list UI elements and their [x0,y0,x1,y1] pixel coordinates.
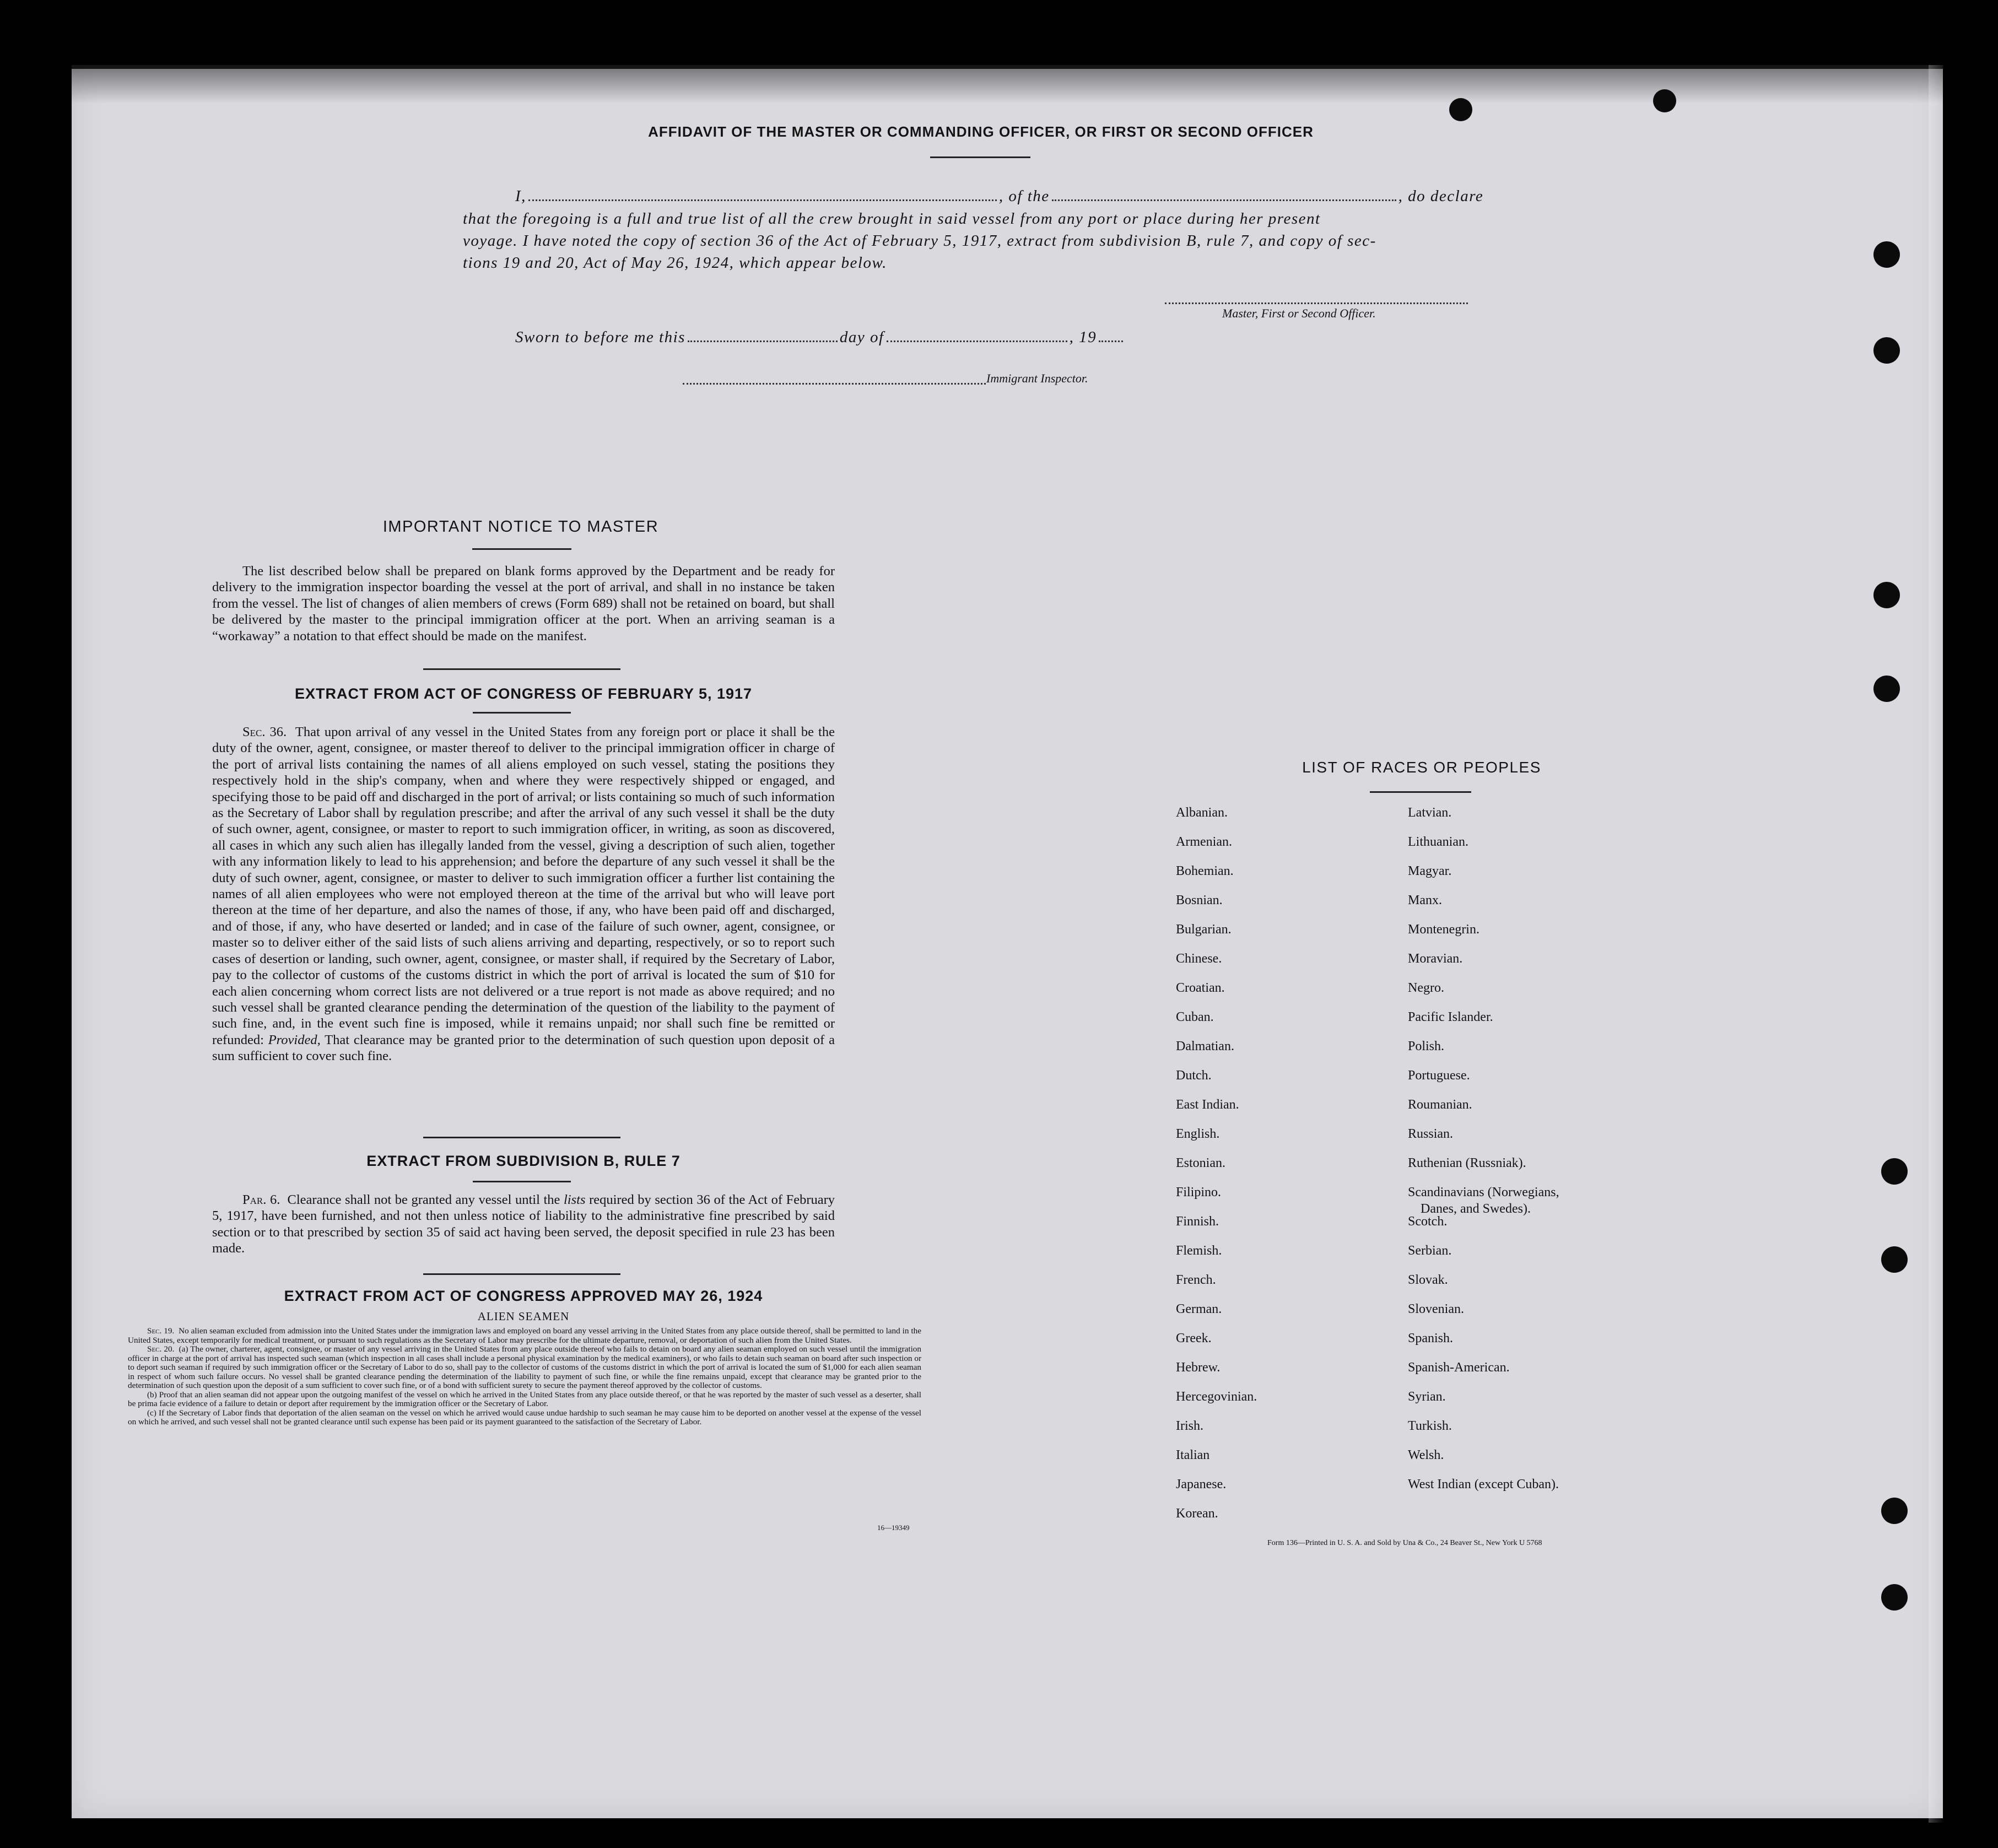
sworn-line [515,328,1125,347]
page-edge [1929,65,1944,1823]
name-blank [528,199,997,201]
race-item: Manx. [1408,893,1442,907]
race-item: Bosnian. [1176,893,1223,907]
punch-hole [1881,1584,1908,1611]
extract-rule7-body: Par. 6. Clearance shall not be granted any vessel until the lists required by section 36 of the Act of February 5, 1917, have been furnished, and not then unless notice of liability to the administrative fine prescribed by said section or to that prescribed by section 35 of said act having been served, the deposit specified in rule 23 has been made. [212,1192,835,1256]
race-item: German. [1176,1302,1222,1316]
divider [473,1181,571,1182]
race-item: Roumanian. [1408,1098,1472,1112]
sec-36-label: Sec. 36. [242,725,287,739]
inspector-signature-blank [683,382,986,385]
race-item: Chinese. [1176,952,1222,966]
of-the-label: , of the [998,187,1050,205]
punch-hole [1881,1246,1908,1273]
form-printer-note: Form 136—Printed in U. S. A. and Sold by Una & Co., 24 Beaver St., New York U 5768 [1267,1539,1542,1547]
punch-hole [1873,241,1900,268]
race-item: Danes, and Swedes). [1421,1202,1531,1216]
punch-hole [1873,337,1900,364]
race-item: Finnish. [1176,1214,1219,1229]
master-signature-label: Master, First or Second Officer. [1222,306,1376,320]
divider [472,548,571,550]
race-item: Croatian. [1176,981,1225,995]
extract-1924-title: EXTRACT FROM ACT OF CONGRESS APPROVED MAY 26, 1924 [284,1288,763,1304]
punch-hole [1881,1498,1908,1524]
race-item: English. [1176,1127,1220,1141]
race-item: Moravian. [1408,952,1463,966]
race-item: Irish. [1176,1419,1203,1433]
month-blank [887,340,1067,342]
race-item: Albanian. [1176,806,1228,820]
punch-hole [1873,676,1900,702]
vessel-blank [1052,199,1396,201]
race-item: Polish. [1408,1039,1445,1053]
race-item: Turkish. [1408,1419,1452,1433]
affidavit-body-2: voyage. I have noted the copy of section 36 of the Act of February 5, 1917, extract from subdivision B, rule 7, and copy of sec- [463,232,1376,250]
race-item: Estonian. [1176,1156,1225,1170]
race-item: Bohemian. [1176,864,1234,878]
race-item: Cuban. [1176,1010,1214,1024]
punch-hole [1873,582,1900,608]
race-item: Scandinavians (Norwegians, [1408,1185,1559,1199]
race-item: Syrian. [1408,1390,1446,1404]
year-blank [1099,340,1123,342]
extract-1924-body: Sec. 19. No alien seaman excluded from admission into the United States under the immigration laws and employed on board any vessel arriving in the United States from any place outside thereof, shall be permitted to land in the United States, except temporarily for medical treatment, or pursuant to such regulations as the Secretary of Labor may prescribe for the ultimate departure, removal, or deportation of such alien from the United States. Sec. 20. (a) The owner, charterer, agent, consignee, or master of any vessel arriving in the United States from any place outside thereof who fails to detain on board any alien seaman employed on such vessel until the immigration officer in charge at the port of arrival has inspected such seaman (which inspection in all cases shall include a personal physical examination by the medical examiners), or who fails to detain such seaman on board after such inspection or to deport such seaman if required by such immigration officer or the Secretary of Labor to do so, shall pay to the collector of customs of the customs district in which the port of arrival is located the sum of $1,000 for each alien seaman in respect of whom such failure occurs. No vessel shall be granted clearance pending the determination of the liability to payment of such fine, or while the fine remains unpaid, except that clearance may be granted prior to the determination of such question upon the deposit of a sum sufficient to cover such fine, or of a bond with sufficient surety to secure the payment thereof approved by the collector of customs. (b) Proof that an alien seaman did not appear upon the outgoing manifest of the vessel on which he arrived in the United States from any place outside thereof, or that he was reported by the master of such vessel as a deserter, shall be prima facie evidence of a failure to detain or deport after requirement by the immigration officer or the Secretary of Labor. (c) If the Secretary of Labor finds that deportation of the alien seaman on the vessel on which he arrived would cause undue hardship to such seaman he may cause him to be deported on another vessel at the expense of the vessel on which he arrived, and such vessel shall not be granted clearance until such expense has been paid or its payment guaranteed to the satisfaction of the Secretary of Labor. [128,1326,921,1426]
race-item: Greek. [1176,1331,1212,1346]
race-item: Russian. [1408,1127,1454,1141]
race-item: Filipino. [1176,1185,1222,1199]
race-item: Spanish. [1408,1331,1454,1346]
extract-1917-body: Sec. 36. That upon arrival of any vessel in the United States from any foreign port or place it shall be the duty of the owner, agent, consignee, or master thereof to deliver to the principal immigration officer in charge of the port of arrival lists containing the names of all aliens employed on such vessel, stating the positions they respectively hold in the ship's company, when and where they were respectively shipped or engaged, and specifying those to be paid off and discharged in the port of arrival; or lists containing so much of such information as the Secretary of Labor shall by regulation prescribe; and after the arrival of any such vessel it shall be the duty of such owner, agent, consignee, or master to report to such immigration officer, in writing, as soon as discovered, all cases in which any such alien has illegally landed from the vessel, giving a description of such alien, together with any information likely to lead to his apprehension; and before the departure of any such vessel it shall be the duty of such owner, agent, consignee, or master to deliver to such immigration officer a further list containing the names of all alien employees who were not employed thereon at the time of the arrival but who will leave port thereon at the time of her departure, and also the names of those, if any, who have been paid off and discharged, and of those, if any, who have deserted or landed; and in case of the failure of such owner, agent, consignee, or master so to deliver either of the said lists of such aliens arriving and departing, respectively, or so to report such cases of desertion or landing, such owner, agent, consignee, or master shall, if required by the Secretary of Labor, pay to the collector of customs of the customs district in which the port of arrival is located the sum of $10 for each alien concerning whom correct lists are not delivered or a true report is not made as above required; and no such vessel shall be granted clearance pending the determination of the question of the liability to the payment of such fine, and, in the event such fine is imposed, while it remains unpaid; nor shall such fine be remitted or refunded: Provided, That clearance may be granted prior to the determination of such question upon deposit of a sum sufficient to cover such fine. [212,725,835,1064]
race-item: Pacific Islander. [1408,1010,1493,1024]
race-item: Ruthenian (Russniak). [1408,1156,1526,1170]
race-item: Dalmatian. [1176,1039,1234,1053]
race-item: Negro. [1408,981,1444,995]
divider [1370,791,1471,793]
race-item: Dutch. [1176,1068,1212,1083]
print-code: 16—19349 [877,1523,910,1532]
punch-hole [1449,98,1472,121]
race-item: Spanish-American. [1408,1360,1510,1375]
race-item: Slovenian. [1408,1302,1464,1316]
race-item: Bulgarian. [1176,922,1232,937]
affidavit-body-3: tions 19 and 20, Act of May 26, 1924, which appear below. [463,254,887,272]
race-item: West Indian (except Cuban). [1408,1477,1559,1492]
race-item: Japanese. [1176,1477,1227,1492]
race-item: Montenegrin. [1408,922,1479,937]
race-item: Welsh. [1408,1448,1444,1462]
punch-hole [1653,89,1676,112]
extract-1917-title: EXTRACT FROM ACT OF CONGRESS OF FEBRUARY 5, 1917 [294,685,753,702]
race-item: Flemish. [1176,1244,1222,1258]
race-item: Hercegovinian. [1176,1390,1257,1404]
races-title: LIST OF RACES OR PEOPLES [1302,759,1541,776]
notice-title: IMPORTANT NOTICE TO MASTER [382,518,659,536]
notice-body: The list described below shall be prepared on blank forms approved by the Department and be ready for delivery to the immigration inspector boarding the vessel at the port of arrival, and shall in no instance be taken from the vessel. The list of changes of alien members of crews (Form 689) shall not be retained on board, but shall be delivered by the master to the principal immigration officer at the port. When an arriving seaman is a “workaway” a notation to that effect should be made on the manifest. [212,564,835,644]
sworn-label: Sworn to before me this [515,328,685,346]
divider [930,156,1030,158]
day-blank [688,340,838,342]
race-item: French. [1176,1273,1216,1287]
affidavit-declaration-line [515,187,1483,206]
race-item: Hebrew. [1176,1360,1221,1375]
race-item: Scotch. [1408,1214,1448,1229]
race-item: Lithuanian. [1408,835,1468,849]
alien-seamen-subtitle: ALIEN SEAMEN [477,1310,570,1323]
extract-rule7-title: EXTRACT FROM SUBDIVISION B, RULE 7 [366,1153,681,1169]
race-item: Magyar. [1408,864,1452,878]
affidavit-title: AFFIDAVIT OF THE MASTER OR COMMANDING OFFICER, OR FIRST OR SECOND OFFICER [648,123,1314,140]
par-6-label: Par. 6. [242,1192,280,1207]
i-label: I, [515,187,526,205]
affidavit-body-1: that the foregoing is a full and true list of all the crew brought in said vessel from any port or place during her present [463,210,1321,228]
master-signature-blank [1165,302,1468,304]
race-item: Italian [1176,1448,1210,1462]
race-item: East Indian. [1176,1098,1239,1112]
race-item: Korean. [1176,1506,1218,1521]
race-item: Serbian. [1408,1244,1452,1258]
day-of-label: day of [839,328,884,346]
do-declare-label: , do declare [1398,187,1484,205]
punch-hole [1881,1158,1908,1185]
year-label: , 19 [1069,328,1097,346]
divider [423,1273,620,1275]
divider [423,668,620,670]
race-item: Slovak. [1408,1273,1448,1287]
race-item: Latvian. [1408,806,1452,820]
divider [473,712,571,714]
inspector-label: Immigrant Inspector. [986,371,1088,385]
race-item: Portuguese. [1408,1068,1470,1083]
divider [423,1137,620,1138]
race-item: Armenian. [1176,835,1232,849]
